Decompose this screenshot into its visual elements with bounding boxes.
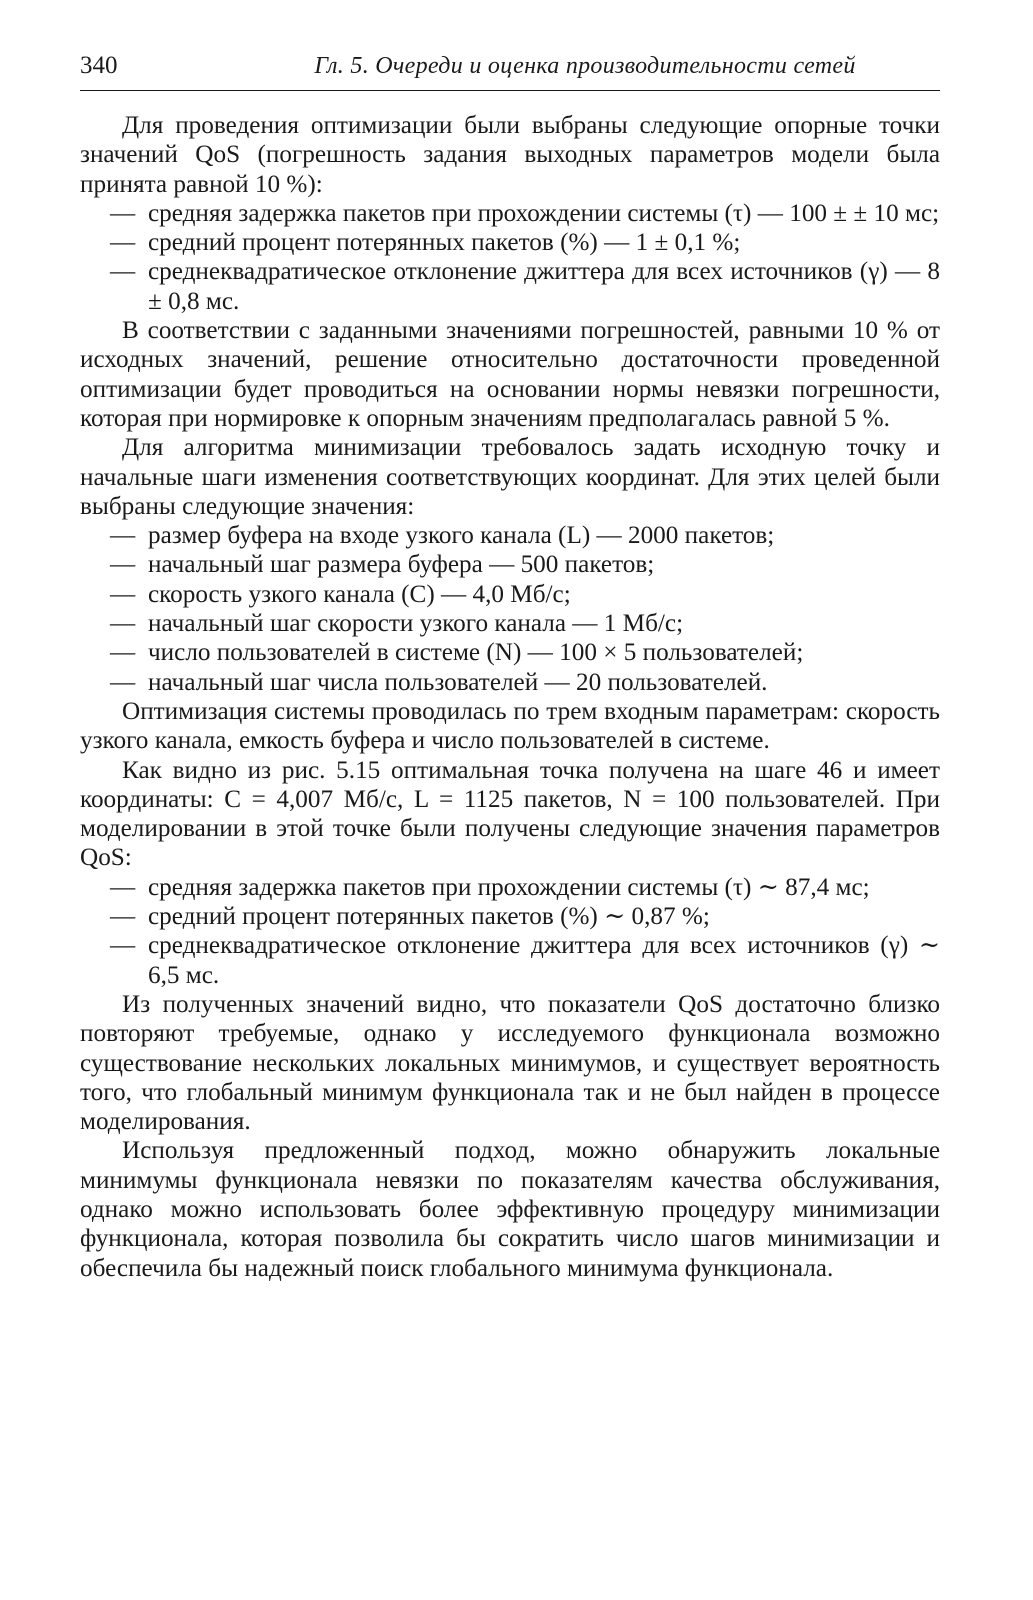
list-dash: — [110, 932, 136, 960]
list-item-text: средний процент потерянных пакетов (%) — 1 ± 0,1 %; [148, 229, 741, 257]
paragraph-2: В соответствии с заданными значениями погрешностей, равными 10 % от исходных значений, решение относительно достаточности проведенной оптимизации будет проводиться на основании нормы невязки погрешности, которая при нормировке к опорным значениям предполагалась равной 5 %. [80, 317, 940, 432]
list-dash: — [110, 522, 136, 550]
list-item-text: среднеквадратическое отклонение джиттера для всех источников (γ) — 8 ± 0,8 мс. [148, 258, 940, 315]
paragraph-3: Для алгоритма минимизации требовалось задать исходную точку и начальные шаги изменения соответствующих координат. Для этих целей были выбраны следующие значения: [80, 434, 940, 520]
paragraph-5: Как видно из рис. 5.15 оптимальная точка получена на шаге 46 и имеет координаты: C = 4,007 Мб/с, L = 1125 пакетов, N = 100 пользователей. При моделировании в этой точке были получены следующие значения параметров QoS: [80, 756, 940, 872]
list-item [80, 228, 940, 257]
page-number: 340 [80, 52, 118, 79]
page-header [80, 52, 940, 91]
paragraph-7: Используя предложенный подход, можно обнаружить локальные минимумы функционала невязки по показателям качества обслуживания, однако можно использовать более эффективную процедуру минимизации функционала, которая позволила бы сократить число шагов минимизации и обеспечила бы надежный поиск глобального минимума функционала. [80, 1137, 940, 1282]
list-item [80, 199, 940, 228]
list-item [80, 580, 940, 609]
paragraph-4: Оптимизация системы проводилась по трем входным параметрам: скорость узкого канала, емкость буфера и число пользователей в системе. [80, 697, 940, 755]
list-dash: — [110, 668, 136, 696]
list-item [80, 931, 940, 990]
list-item-text: скорость узкого канала (C) — 4,0 Мб/с; [148, 580, 571, 608]
list-item-text: средняя задержка пакетов при прохождении системы (τ) — 100 ± ± 10 мс; [148, 199, 940, 227]
list-item-text: средняя задержка пакетов при прохождении системы (τ) ∼ 87,4 мс; [148, 873, 870, 901]
list-item [80, 550, 940, 579]
list-dash: — [110, 258, 136, 286]
book-page [80, 52, 940, 1283]
initial-values-list [80, 521, 940, 697]
paragraph-1: Для проведения оптимизации были выбраны следующие опорные точки значений QoS (погрешность задания выходных параметров модели была принята равной 10 %): [80, 112, 940, 198]
list-dash: — [110, 199, 136, 227]
qos-result-list [80, 873, 940, 990]
list-dash: — [110, 873, 136, 901]
list-item [80, 668, 940, 697]
body-text [80, 111, 940, 1283]
list-item-text: среднеквадратическое отклонение джиттера для всех источников (γ) ∼ 6,5 мс. [148, 932, 940, 989]
list-item [80, 521, 940, 550]
list-item [80, 609, 940, 638]
list-dash: — [110, 580, 136, 608]
running-title: Гл. 5. Очереди и оценка производительности сетей [314, 53, 856, 79]
list-item-text: начальный шаг числа пользователей — 20 пользователей. [148, 668, 768, 696]
list-item [80, 638, 940, 667]
list-item-text: размер буфера на входе узкого канала (L) — 2000 пакетов; [148, 522, 775, 550]
list-item [80, 902, 940, 931]
qos-reference-list [80, 199, 940, 316]
list-item [80, 257, 940, 316]
list-dash: — [110, 610, 136, 638]
list-dash: — [110, 903, 136, 931]
list-item-text: начальный шаг размера буфера — 500 пакетов; [148, 551, 655, 579]
list-item-text: средний процент потерянных пакетов (%) ∼ 0,87 %; [148, 903, 710, 931]
paragraph-6: Из полученных значений видно, что показатели QoS достаточно близко повторяют требуемые, однако у исследуемого функционала возможно существование нескольких локальных минимумов, и существует вероятность того, что глобальный минимум функционала так и не был найден в процессе моделирования. [80, 990, 940, 1136]
list-item-text: начальный шаг скорости узкого канала — 1 Мб/с; [148, 610, 684, 638]
list-dash: — [110, 551, 136, 579]
list-dash: — [110, 229, 136, 257]
list-item-text: число пользователей в системе (N) — 100 × 5 пользователей; [148, 639, 804, 667]
list-item [80, 873, 940, 902]
list-dash: — [110, 639, 136, 667]
